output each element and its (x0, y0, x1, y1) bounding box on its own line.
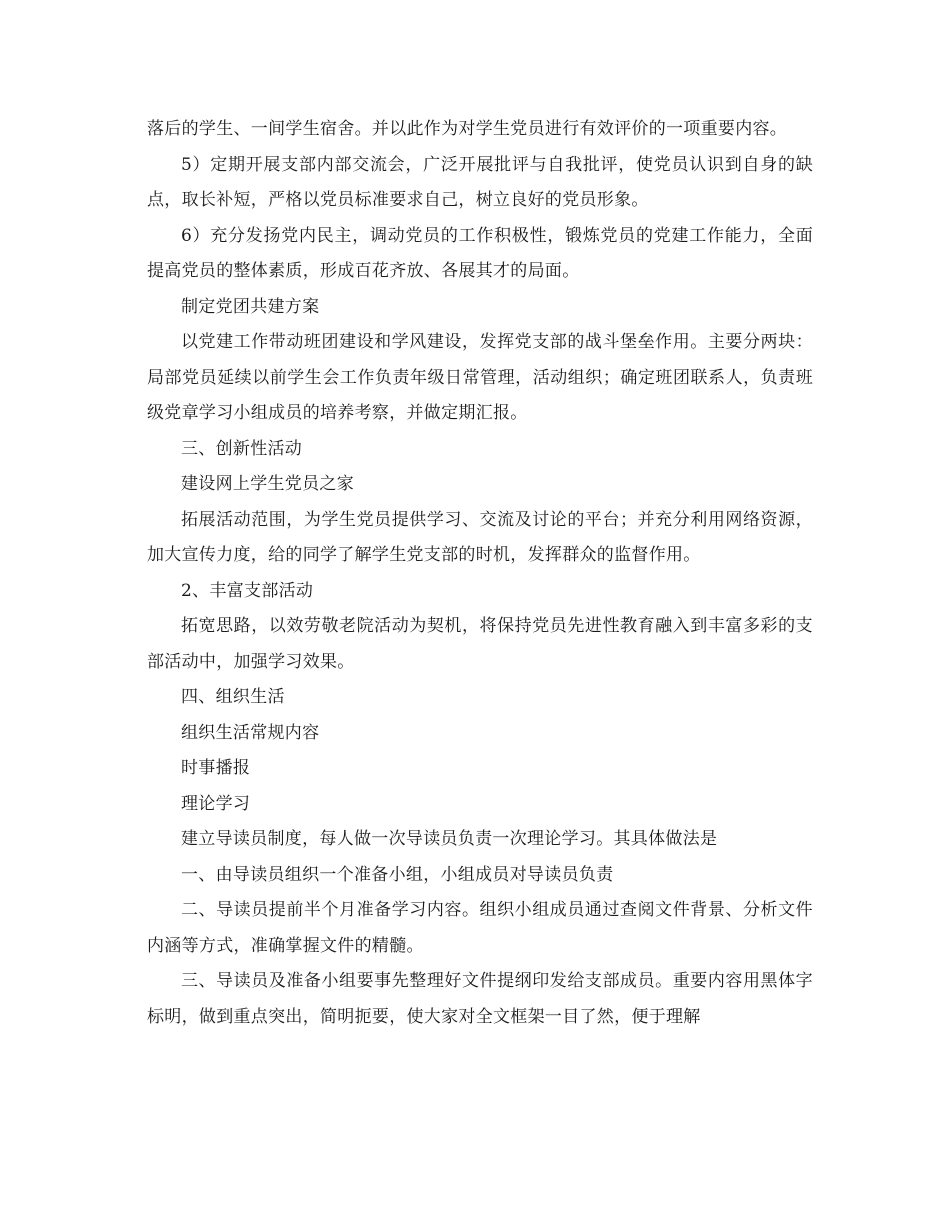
paragraph-17: 二、导读员提前半个月准备学习内容。组织小组成员通过查阅文件背景、分析文件内涵等方式，准确掌握文件的精髓。 (147, 900, 813, 956)
paragraph-18: 三、导读员及准备小组要事先整理好文件提纲印发给支部成员。重要内容用黑体字标明，做到重点突出，简明扼要，使大家对全文框架一目了然，便于理解 (147, 971, 813, 1027)
paragraph-3: 6）充分发扬党内民主，调动党员的工作积极性，锻炼党员的党建工作能力，全面提高党员的整体素质，形成百花齐放、各展其才的局面。 (147, 225, 813, 281)
subheading-routine: 组织生活常规内容 (181, 722, 320, 743)
subheading-news: 时事播报 (181, 758, 251, 778)
section-heading-innovation: 三、创新性活动 (181, 438, 303, 459)
section-heading-organization-life: 四、组织生活 (181, 687, 285, 707)
document-page (147, 112, 813, 1035)
paragraph-16: 一、由导读员组织一个准备小组，小组成员对导读员负责 (181, 864, 614, 885)
paragraph-8: 拓展活动范围，为学生党员提供学习、交流及讨论的平台；并充分利用网络资源，加大宣传力度，给的同学了解学生党支部的时机，发挥群众的监督作用。 (147, 509, 813, 565)
paragraph-10: 拓宽思路，以效劳敬老院活动为契机，将保持党员先进性教育融入到丰富多彩的支部活动中，加强学习效果。 (147, 616, 813, 672)
paragraph-15: 建立导读员制度，每人做一次导读员负责一次理论学习。其具体做法是 (181, 829, 718, 849)
paragraph-5: 以党建工作带动班团建设和学风建设，发挥党支部的战斗堡垒作用。主要分两块：局部党员延续以前学生会工作负责年级日常管理，活动组织；确定班团联系人，负责班级党章学习小组成员的培养考察，并做定期汇报。 (147, 332, 813, 423)
paragraph-1: 落后的学生、一间学生宿舍。并以此作为对学生党员进行有效评价的一项重要内容。 (147, 119, 788, 139)
subheading-theory: 理论学习 (181, 793, 251, 814)
subheading-online-home: 建设网上学生党员之家 (181, 474, 354, 494)
section-heading-party-league: 制定党团共建方案 (181, 296, 320, 317)
paragraph-2: 5）定期开展支部内部交流会，广泛开展批评与自我批评，使党员认识到自身的缺点，取长补短，严格以党员标准要求自己，树立良好的党员形象。 (147, 154, 813, 210)
subheading-branch-activities: 2、丰富支部活动 (181, 580, 314, 601)
